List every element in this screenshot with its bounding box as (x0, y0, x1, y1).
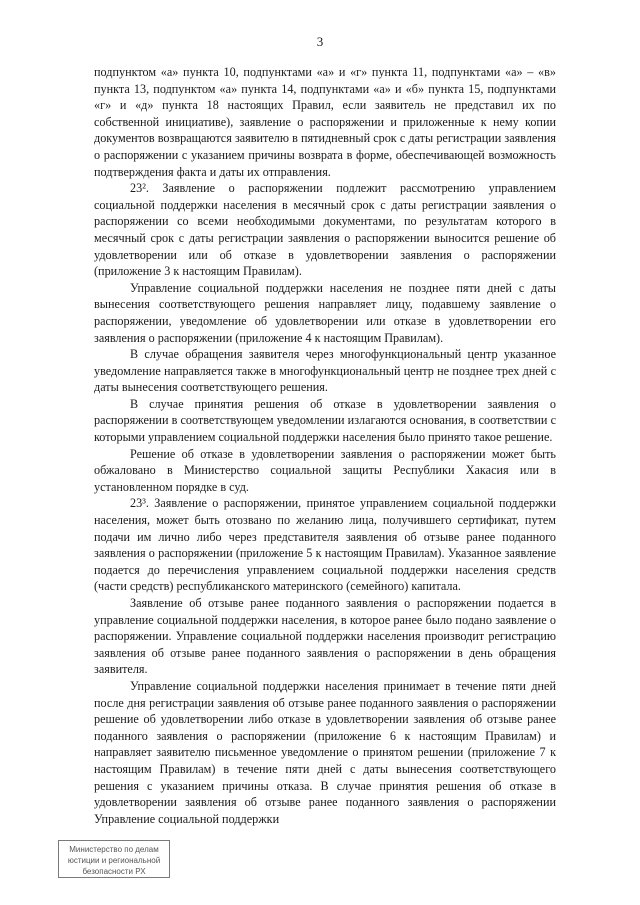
page-number: 3 (316, 34, 324, 49)
registration-stamp (58, 840, 170, 878)
paragraph-8: Заявление об отзыве ранее поданного заявления о распоряжении подается в управление социальной поддержки населения, в которое ранее было подано заявление о распоряжении. Управление социальной поддержки населения производит регистрацию заявления об отзыве ранее поданного заявления о распоряжении в день обращения заявителя. (94, 596, 556, 677)
paragraph-5: В случае принятия решения об отказе в удовлетворении заявления о распоряжении в соответствующем уведомлении излагаются основания, в соответствии с которыми управлением социальной поддержки населения было принято такое решение. (94, 396, 556, 445)
paragraph-9: Управление социальной поддержки населения принимает в течение пяти дней после дня регистрации заявления об отзыве ранее поданного заявления о распоряжении решение об удовлетворении либо отказе в удовлетворении заявления об отзыве ранее поданного заявления о распоряжении (приложение 6 к настоящим Правилам) и направляет заявителю письменное уведомление о принятом решении (приложение 7 к настоящим Правилам) в течение пяти дней с даты вынесения соответствующего решения с указанием причины отказа. В случае принятия решения об отказе в удовлетворении заявления об отзыве ранее поданного заявления о распоряжении Управление социальной поддержки (94, 678, 556, 826)
paragraph-6: Решение об отказе в удовлетворении заявления о распоряжении может быть обжаловано в Министерство социальной защиты Республики Хакасия или в установленном порядке в суд. (94, 446, 556, 494)
paragraph-7: 23³. Заявление о распоряжении, принятое управлением социальной поддержки населения, может быть отозвано по желанию лица, получившего сертификат, путем подачи им лично либо через представителя заявления об отзыве ранее поданного заявления о распоряжении (приложение 5 к настоящим Правилам). Указанное заявление подается до перечисления управлением социальной поддержки населения средств (части средств) республиканского материнского (семейного) капитала. (94, 496, 556, 594)
paragraph-2: 23². Заявление о распоряжении подлежит рассмотрению управлением социальной поддержки населения в месячный срок с даты регистрации заявления о распоряжении со всеми необходимыми документами, по результатам которого в месячный срок с даты регистрации заявления о распоряжении выносится решение об удовлетворении или об отказе в удовлетворении заявления о распоряжении (приложение 3 к настоящим Правилам). (94, 181, 556, 279)
stamp-line-3: безопасности РХ (82, 867, 146, 876)
paragraph-1: подпунктом «а» пункта 10, подпунктами «а» и «г» пункта 11, подпунктами «а» – «в» пункта 13, подпунктом «а» пункта 14, подпунктами «а» и «б» пункта 15, подпунктами «г» и «д» пункта 18 настоящих Правил, если заявитель не представил их по собственной инициативе), заявление о распоряжении и приложенные к нему копии документов возвращаются заявителю в пятидневный срок с даты регистрации заявления о распоряжении с указанием причины возврата в форме, обеспечивающей возможность подтверждения факта и даты их отправления. (94, 65, 556, 179)
paragraph-3: Управление социальной поддержки населения не позднее пяти дней с даты вынесения соответствующего решения направляет лицу, подавшему заявление о распоряжении, уведомление об удовлетворении или отказе в удовлетворении его заявления о распоряжении (приложение 4 к настоящим Правилам). (94, 280, 556, 345)
paragraph-4: В случае обращения заявителя через многофункциональный центр указанное уведомление направляется также в многофункциональный центр не позднее трех дней с даты вынесения соответствующего решения. (94, 347, 556, 395)
stamp-line-1: Министерство по делам (69, 845, 159, 854)
document-body (94, 64, 556, 827)
stamp-line-2: юстиции и региональной (67, 856, 161, 865)
